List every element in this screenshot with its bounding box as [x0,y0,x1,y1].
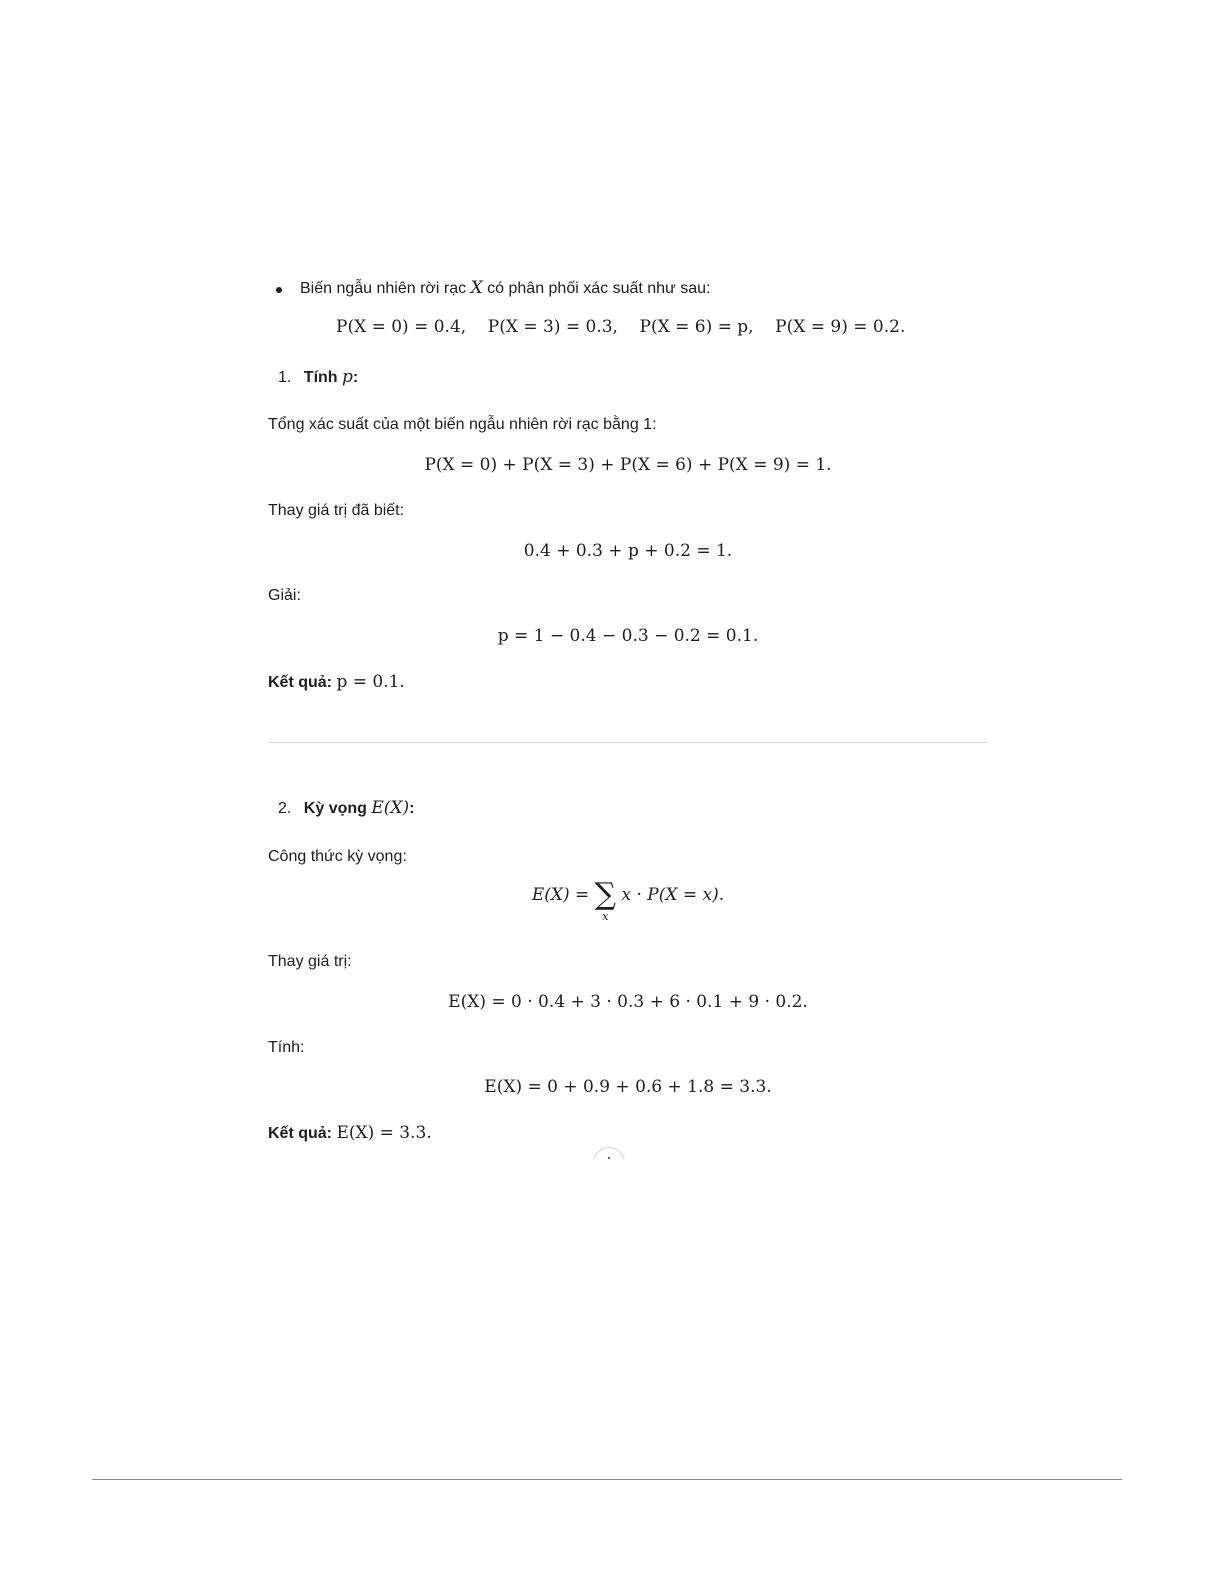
part2-result-label: Kết quả: [268,1125,332,1142]
part1-result-equation: p = 0.1. [336,672,405,692]
arrow-down-icon [608,1157,610,1159]
part1-result-label: Kết quả: [268,674,332,691]
summation-subscript: x [602,910,609,923]
intro-variable: X [470,278,483,298]
part2-formula-equation [268,877,988,923]
intro-text: Biến ngẫu nhiên rời rạc [300,280,471,297]
part1-heading: 1. Tính p: [278,367,359,387]
part2-heading-text: Kỳ vọng [303,800,372,817]
section-divider [268,742,988,743]
bullet-dot [276,287,282,293]
part1-heading-var: p [342,367,353,387]
part1-sum-text: Tổng xác suất của một biến ngẫu nhiên rời rạc bằng 1: [268,416,657,433]
part1-solve-equation: p = 1 − 0.4 − 0.3 − 0.2 = 0.1. [497,626,759,646]
part2-heading: 2. Kỳ vọng E(X): [278,798,415,818]
formula-rhs: x · P(X = x). [621,885,725,905]
part1-result [268,672,405,693]
part1-substitute-equation: 0.4 + 0.3 + p + 0.2 = 1. [523,541,733,561]
part1-heading-text: Tính [303,369,343,386]
part2-result [268,1123,432,1144]
distribution-equation: P(X = 0) = 0.4, P(X = 3) = 0.3, P(X = 6) = p, P(X = 9) = 0.2. [336,317,906,337]
part2-number: 2. [278,800,292,817]
part2-compute-equation: E(X) = 0 + 0.9 + 0.6 + 1.8 = 3.3. [484,1077,772,1097]
part1-substitute-text: Thay giá trị đã biết: [268,502,405,519]
scroll-down-button[interactable] [593,1147,625,1179]
part2-result-equation: E(X) = 3.3. [336,1123,432,1143]
formula-lhs: E(X) = [531,885,595,905]
part1-number: 1. [278,369,292,386]
summation-symbol: ∑ x [594,877,617,923]
part2-substitute-text: Thay giá trị: [268,953,352,970]
page-footer-rule [92,1479,1122,1480]
part1-solve-text: Giải: [268,587,301,604]
part2-compute-text: Tính: [268,1039,305,1056]
part2-formula-text: Công thức kỳ vọng: [268,848,407,865]
part2-heading-expr: E(X) [371,798,410,818]
intro-text-after: có phân phối xác suất như sau: [482,280,711,297]
part1-sum-equation: P(X = 0) + P(X = 3) + P(X = 6) + P(X = 9) = 1. [424,455,832,475]
part2-substitute-equation: E(X) = 0 · 0.4 + 3 · 0.3 + 6 · 0.1 + 9 · 0.2. [448,992,808,1012]
